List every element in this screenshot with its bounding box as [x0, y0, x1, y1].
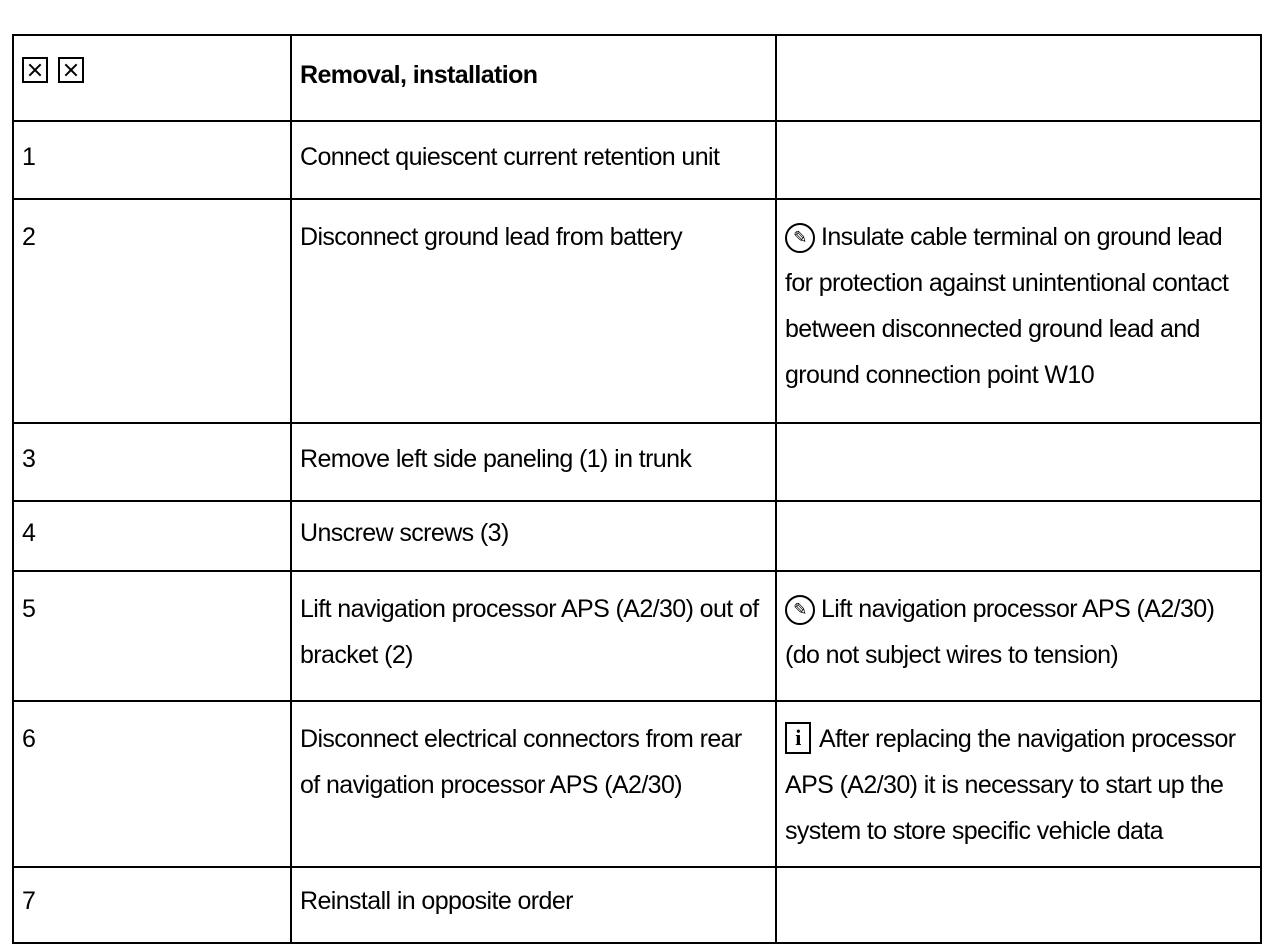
table-row: [13, 571, 1261, 701]
step-number: 6: [13, 701, 291, 867]
step-number: 5: [13, 571, 291, 701]
info-icon: i: [785, 722, 811, 754]
table-row: [13, 423, 1261, 501]
step-action: Remove left side paneling (1) in trunk: [291, 423, 776, 501]
step-note: [776, 501, 1261, 571]
step-action: Connect quiescent current retention unit: [291, 121, 776, 199]
table-row: [13, 501, 1261, 571]
step-action: Disconnect electrical connectors from rear of navigation processor APS (A2/30): [291, 701, 776, 867]
step-note-text: Insulate cable terminal on ground lead for protection against unintentional contact between disconnected ground lead and ground connection point W10: [785, 223, 1229, 389]
tools-icon: [58, 57, 84, 83]
step-note-text: Lift navigation processor APS (A2/30) (do not subject wires to tension): [785, 595, 1215, 669]
step-action: Unscrew screws (3): [291, 501, 776, 571]
step-note: [776, 121, 1261, 199]
table-row: [13, 701, 1261, 867]
header-title: Removal, installation: [291, 35, 776, 121]
step-number: 7: [13, 867, 291, 943]
table-header-row: [13, 35, 1261, 121]
note-icon: ✎: [785, 595, 815, 625]
step-number: 1: [13, 121, 291, 199]
step-note-text: After replacing the navigation processor APS (A2/30) it is necessary to start up the system to store specific vehicle data: [785, 725, 1236, 845]
step-action: Reinstall in opposite order: [291, 867, 776, 943]
step-note: [776, 571, 1261, 701]
procedure-table: [12, 34, 1262, 944]
note-icon: ✎: [785, 223, 815, 253]
step-number: 4: [13, 501, 291, 571]
step-action: Lift navigation processor APS (A2/30) out of bracket (2): [291, 571, 776, 701]
step-number: 3: [13, 423, 291, 501]
header-icons-cell: [13, 35, 291, 121]
tools-icon: [22, 57, 48, 83]
table-row: [13, 121, 1261, 199]
step-note: [776, 199, 1261, 423]
header-note-cell: [776, 35, 1261, 121]
step-note: [776, 423, 1261, 501]
step-number: 2: [13, 199, 291, 423]
step-action: Disconnect ground lead from battery: [291, 199, 776, 423]
table-row: [13, 199, 1261, 423]
step-note: [776, 701, 1261, 867]
table-row: [13, 867, 1261, 943]
step-note: [776, 867, 1261, 943]
